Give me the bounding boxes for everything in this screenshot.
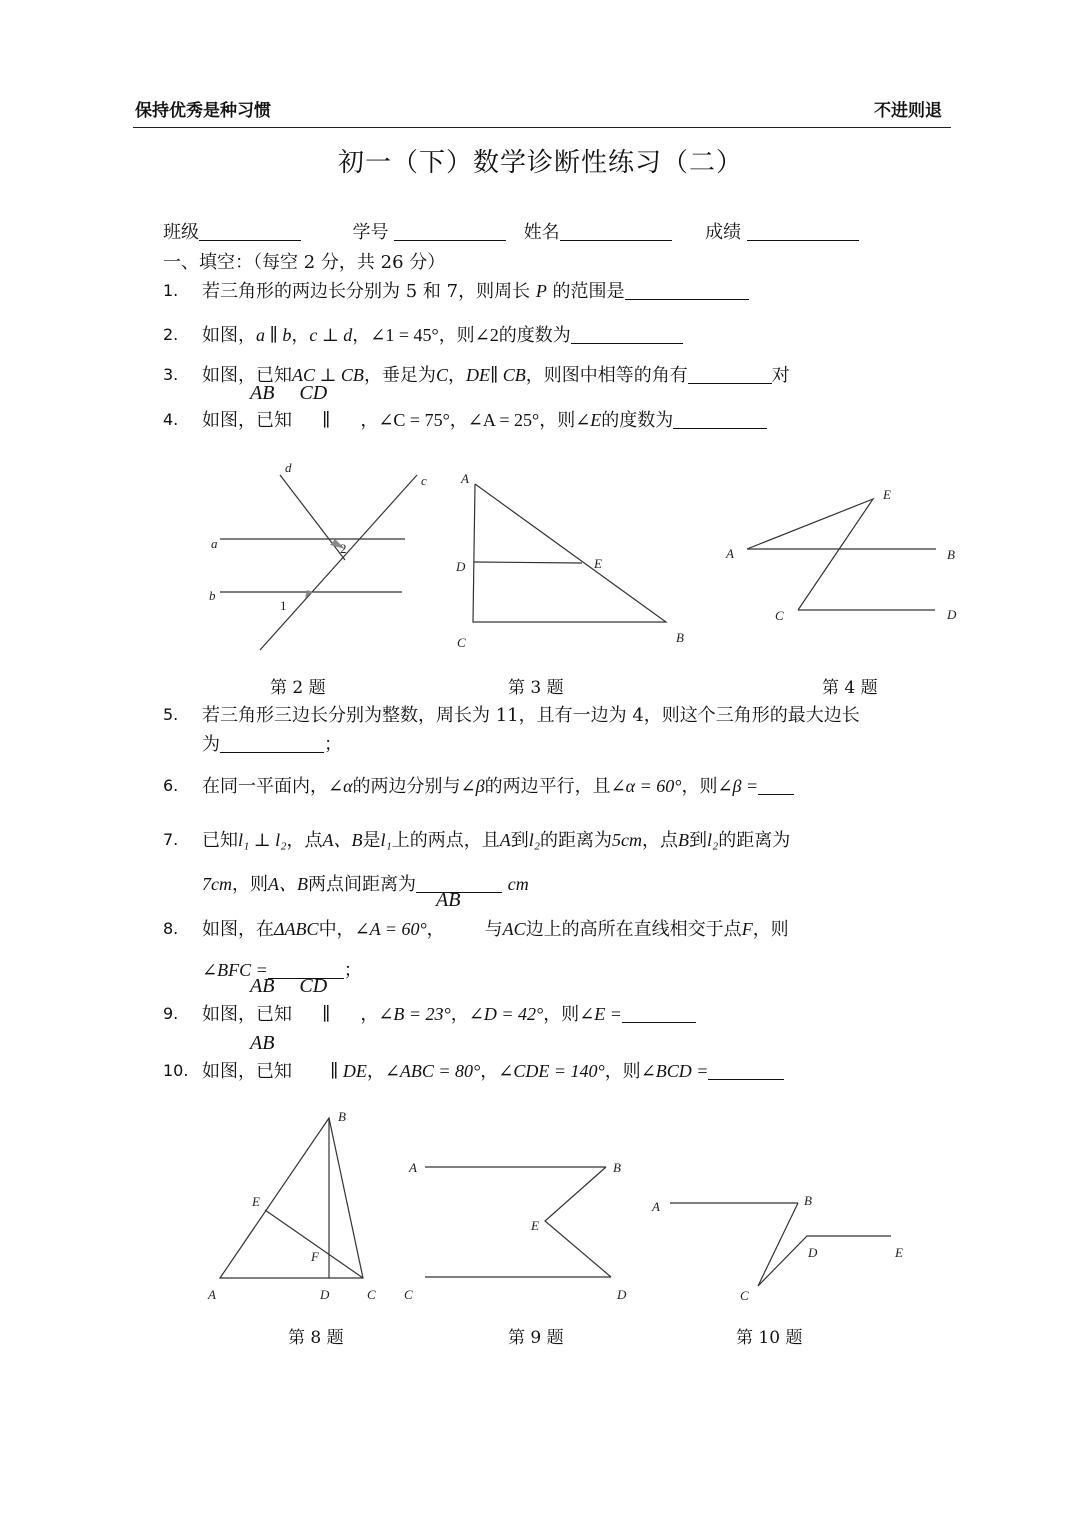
fig2-label-b: b — [209, 588, 216, 603]
figure-q2 — [220, 475, 417, 650]
score-blank[interactable] — [747, 222, 859, 241]
fig9-label-C: C — [404, 1287, 413, 1302]
q4-number: 4. — [163, 410, 179, 429]
fig10-label-B: B — [804, 1193, 812, 1208]
fig10-label-C: C — [740, 1288, 749, 1303]
fig8-label-E: E — [252, 1194, 260, 1209]
q4-blank[interactable] — [673, 410, 767, 429]
fig2-label-d: d — [285, 460, 292, 475]
fig9-label-B: B — [613, 1160, 621, 1175]
q4-overline: AB CD — [250, 382, 328, 404]
fig3-label-E: E — [594, 556, 602, 571]
figure-q3 — [473, 484, 666, 622]
q2-number: 2. — [163, 325, 179, 344]
page-title: 初一（下）数学诊断性练习（二） — [338, 148, 744, 178]
q1-text: 若三角形的两边长分别为 5 和 7，则周长 P 的范围是 — [202, 277, 749, 303]
header-rule — [133, 127, 951, 128]
fig8-label-C: C — [367, 1287, 376, 1302]
q10-overline: AB — [250, 1032, 275, 1054]
score-label: 成绩 — [705, 222, 742, 243]
header-left: 保持优秀是种习惯 — [135, 101, 271, 121]
q5-text: 若三角形三边长分别为整数，周长为 11，且有一边为 4，则这个三角形的最大边长 — [202, 705, 860, 726]
figure-q4 — [747, 499, 936, 610]
fig3-label-B: B — [676, 630, 684, 645]
fig10-label-D: D — [808, 1245, 818, 1260]
fig2-label-a: a — [211, 536, 218, 551]
fig8-label-B: B — [338, 1109, 346, 1124]
q6-number: 6. — [163, 776, 179, 795]
q5-text-line2: 为 ； — [202, 734, 342, 755]
fig4-label-D: D — [947, 607, 957, 622]
name-blank[interactable] — [560, 222, 672, 241]
fig4-label-A: A — [726, 546, 734, 561]
q8-number: 8. — [163, 919, 179, 938]
fig8-label-D: D — [320, 1287, 330, 1302]
figure-q10 — [670, 1203, 891, 1286]
name-label: 姓名 — [523, 222, 560, 243]
q2-blank[interactable] — [571, 325, 683, 344]
fig4-label-B: B — [947, 547, 955, 562]
fig2-label-1: 1 — [280, 598, 287, 613]
id-blank[interactable] — [394, 222, 506, 241]
q2-text: 如图，a ∥ b，c ⊥ d，∠1 = 45°，则∠2的度数为 — [202, 321, 683, 347]
figure-q8 — [220, 1118, 363, 1278]
q6-blank[interactable] — [758, 776, 794, 795]
fig8-label-A: A — [208, 1287, 216, 1302]
q4-text: 如图，已知 ∥ ，∠C = 75°，∠A = 25°，则∠E的度数为 — [202, 406, 767, 432]
figure-q9 — [425, 1167, 611, 1277]
fig3-label-C: C — [457, 635, 466, 650]
info-line — [163, 218, 859, 244]
fig10-label-A: A — [652, 1199, 660, 1214]
header-right: 不进则退 — [874, 101, 942, 121]
fig4-label-E: E — [883, 487, 891, 502]
id-label: 学号 — [352, 222, 389, 243]
caption-q4: 第 4 题 — [822, 678, 878, 698]
q10-number: 10. — [163, 1061, 189, 1080]
q1-blank[interactable] — [625, 281, 749, 300]
q3-text: 如图，已知AC ⊥ CB，垂足为C，DE∥ CB，则图中相等的角有 对 — [202, 365, 790, 386]
q9-overline: AB CD — [250, 975, 328, 997]
fig3-label-A: A — [461, 471, 469, 486]
q10-blank[interactable] — [708, 1061, 784, 1080]
class-blank[interactable] — [199, 222, 301, 241]
fig2-label-2: 2 — [340, 541, 347, 556]
q7-text: 已知l₁ ⊥ l₂，点A、B是l₁上的两点，且A到l₂的距离为5cm，点B到l₂的距离为 — [202, 830, 791, 851]
caption-q3: 第 3 题 — [508, 678, 564, 698]
section-1-heading: 一、填空：（每空 2 分，共 26 分） — [163, 252, 446, 273]
q8-overline: AB — [436, 889, 461, 911]
fig8-label-F: F — [311, 1249, 319, 1264]
figures-row-1 — [195, 455, 975, 660]
fig2-label-c: c — [421, 473, 427, 488]
q8-text-line2: ∠BFC = ； — [202, 960, 362, 981]
fig9-label-E: E — [531, 1218, 539, 1233]
q8-text: 如图，在ΔABC中，∠A = 60°， 与AC边上的高所在直线相交于点F，则 — [202, 919, 789, 940]
q3-blank[interactable] — [688, 365, 772, 384]
q5-blank[interactable] — [220, 734, 324, 753]
fig9-label-D: D — [617, 1287, 627, 1302]
q9-text: 如图，已知 ∥ ，∠B = 23°，∠D = 42°，则∠E = — [202, 1000, 696, 1026]
q9-number: 9. — [163, 1004, 179, 1023]
caption-q9: 第 9 题 — [508, 1328, 564, 1348]
q10-text: 如图，已知 ∥ DE，∠ABC = 80°，∠CDE = 140°，则∠BCD = — [202, 1057, 784, 1083]
q9-blank[interactable] — [622, 1004, 696, 1023]
fig4-label-C: C — [775, 608, 784, 623]
figures-row-2 — [195, 1105, 915, 1310]
caption-q10: 第 10 题 — [736, 1328, 803, 1348]
q3-number: 3. — [163, 365, 179, 384]
q5-number: 5. — [163, 705, 179, 724]
q1-number: 1. — [163, 281, 179, 300]
fig10-label-E: E — [895, 1245, 903, 1260]
fig3-label-D: D — [456, 559, 466, 574]
class-label: 班级 — [163, 222, 199, 243]
caption-q8: 第 8 题 — [288, 1328, 344, 1348]
fig9-label-A: A — [409, 1160, 417, 1175]
q6-text: 在同一平面内，∠α的两边分别与∠β的两边平行，且∠α = 60°，则∠β = — [202, 772, 794, 798]
q7-text-line2: 7cm，则A、B两点间距离为 cm — [202, 874, 529, 895]
q7-number: 7. — [163, 830, 179, 849]
caption-q2: 第 2 题 — [270, 678, 326, 698]
